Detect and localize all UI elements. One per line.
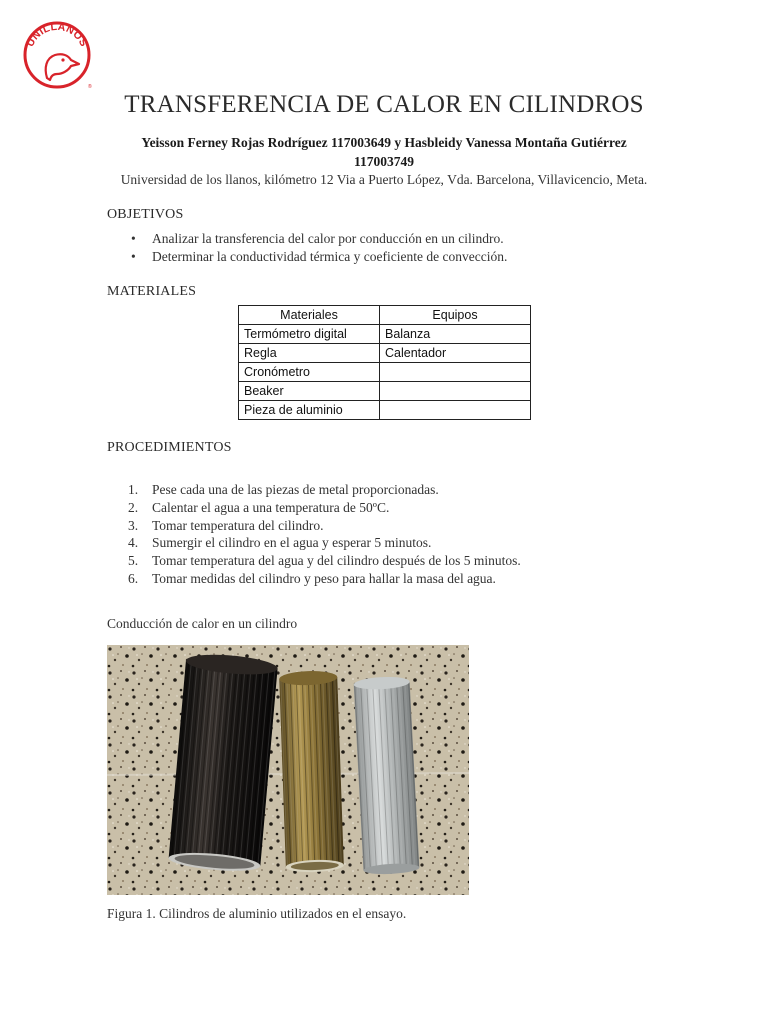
list-item: 5. Tomar temperatura del agua y del cilindro después de los 5 minutos.	[128, 553, 521, 569]
cylinders-photo	[107, 645, 469, 895]
figure-section-title: Conducción de calor en un cilindro	[107, 616, 298, 631]
table-row	[239, 401, 531, 420]
objectives-heading: OBJETIVOS	[107, 207, 184, 222]
table-cell: Termómetro digital	[239, 325, 380, 344]
list-item: 4. Sumergir el cilindro en el agua y esperar 5 minutos.	[128, 535, 432, 551]
list-item: • Analizar la transferencia del calor por conducción en un cilindro.	[131, 231, 504, 246]
column-header: Materiales	[239, 306, 380, 325]
page-title: TRANSFERENCIA DE CALOR EN CILINDROS	[124, 91, 644, 118]
table-row	[239, 344, 531, 363]
table-cell: Beaker	[239, 382, 380, 401]
table-header-row	[239, 306, 531, 325]
table-cell	[380, 401, 531, 420]
table-row	[239, 325, 531, 344]
authors	[120, 133, 648, 171]
affiliation: Universidad de los llanos, kilómetro 12 Via a Puerto López, Vda. Barcelona, Villavicencio, Meta.	[120, 172, 648, 187]
table-cell: Regla	[239, 344, 380, 363]
table-cell: Balanza	[380, 325, 531, 344]
svg-text:UNILLANOS: UNILLANOS	[24, 20, 90, 49]
svg-text:®: ®	[88, 84, 92, 90]
table-row	[239, 382, 531, 401]
list-item: 3. Tomar temperatura del cilindro.	[128, 517, 324, 533]
table-cell: Calentador	[380, 344, 531, 363]
materials-table	[238, 305, 531, 420]
procedures-heading: PROCEDIMIENTOS	[107, 440, 232, 455]
unillanos-logo	[22, 20, 92, 90]
authors-line-2: 117003749	[353, 154, 414, 169]
list-item: 2. Calentar el agua a una temperatura de 50ºC.	[128, 499, 390, 515]
table-cell	[380, 382, 531, 401]
list-item: • Determinar la conductividad térmica y coeficiente de convección.	[131, 249, 508, 264]
objectives-list	[107, 230, 507, 266]
procedures-list	[107, 481, 521, 588]
list-item: 1. Pese cada una de las piezas de metal proporcionadas.	[128, 482, 439, 497]
materials-heading: MATERIALES	[107, 284, 197, 299]
table-cell: Cronómetro	[239, 363, 380, 382]
list-item: 6. Tomar medidas del cilindro y peso para hallar la masa del agua.	[128, 570, 496, 586]
table-row	[239, 363, 531, 382]
authors-line-1: Yeisson Ferney Rojas Rodríguez 117003649 y Hasbleidy Vanessa Montaña Gutiérrez	[141, 135, 627, 150]
column-header: Equipos	[380, 306, 531, 325]
table-cell: Pieza de aluminio	[239, 401, 380, 420]
figure-caption: Figura 1. Cilindros de aluminio utilizados en el ensayo.	[107, 906, 407, 921]
table-cell	[380, 363, 531, 382]
